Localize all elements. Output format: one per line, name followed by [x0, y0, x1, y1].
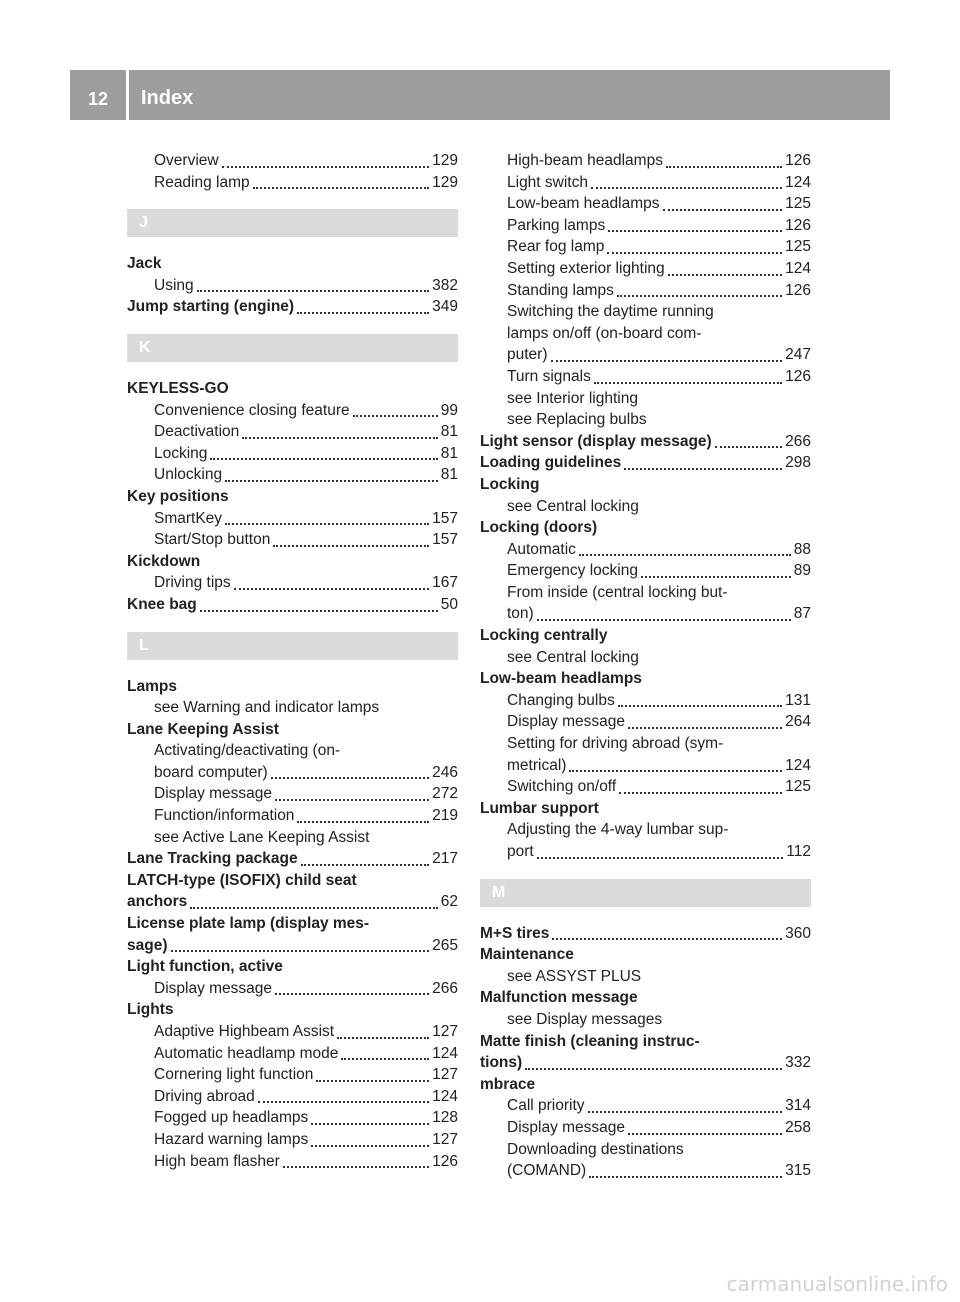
page-reference: 131 — [785, 691, 811, 709]
index-subentry — [127, 1064, 458, 1086]
page-reference: 126 — [785, 281, 811, 299]
page-reference: 266 — [432, 979, 458, 997]
dot-leader — [552, 937, 782, 940]
page-reference: 126 — [785, 367, 811, 385]
dot-leader — [551, 359, 783, 362]
page-reference: 124 — [432, 1087, 458, 1105]
index-entry — [127, 891, 458, 913]
page-reference: 167 — [432, 574, 458, 592]
page-reference: 246 — [432, 763, 458, 781]
index-entry-heading: Locking — [480, 475, 540, 493]
index-entry-heading: License plate lamp (display mes- — [127, 915, 370, 933]
index-subentry — [480, 1117, 811, 1139]
dot-leader — [537, 856, 784, 859]
dot-leader — [297, 311, 429, 314]
dot-leader — [311, 1144, 429, 1147]
page-reference: 125 — [785, 195, 811, 213]
page-reference: 127 — [432, 1130, 458, 1148]
index-subentry — [127, 762, 458, 784]
entry-label: Convenience closing feature — [154, 401, 350, 419]
index-subentry — [127, 529, 458, 551]
page-reference: 129 — [432, 173, 458, 191]
index-subentry — [480, 755, 811, 777]
index-subentry — [127, 150, 458, 172]
page-reference: 258 — [785, 1118, 811, 1136]
page-reference: 157 — [432, 509, 458, 527]
section-letter-k: K — [127, 334, 458, 362]
dot-leader — [258, 1100, 429, 1103]
index-subentry — [480, 366, 811, 388]
page-reference: 272 — [432, 785, 458, 803]
dot-leader — [275, 992, 429, 995]
dot-leader — [301, 863, 430, 866]
index-subentry — [127, 464, 458, 486]
dot-leader — [589, 1175, 782, 1178]
index-subentry — [127, 275, 458, 297]
index-subentry — [127, 1151, 458, 1173]
entry-label: Knee bag — [127, 595, 197, 613]
index-subentry-text: Switching the daytime running — [507, 303, 714, 321]
page-reference: 81 — [440, 466, 458, 484]
index-subentry — [127, 1129, 458, 1151]
entry-label: Display message — [154, 785, 273, 803]
index-entry — [480, 1052, 811, 1074]
index-subentry-text: see Central locking — [507, 648, 639, 666]
index-entry-heading: Lights — [127, 1001, 174, 1019]
index-entry-heading: Matte finish (cleaning instruc- — [480, 1032, 700, 1050]
entry-label: metrical) — [507, 756, 567, 774]
entry-label: puter) — [507, 346, 548, 364]
entry-label: Light sensor (display message) — [480, 432, 712, 450]
index-entry-heading: Jack — [127, 255, 162, 273]
index-subentry-text: see Central locking — [507, 497, 639, 515]
entry-label: sage) — [127, 936, 168, 954]
page-reference: 129 — [432, 152, 458, 169]
page-reference: 298 — [785, 454, 811, 472]
dot-leader — [273, 544, 429, 547]
dot-leader — [666, 165, 782, 168]
index-subentry-text: Downloading destinations — [507, 1140, 684, 1158]
index-subentry — [480, 280, 811, 302]
index-subentry — [127, 1043, 458, 1065]
index-entry-heading: Lumbar support — [480, 799, 599, 817]
page-reference: 88 — [793, 540, 811, 558]
dot-leader — [311, 1122, 429, 1125]
index-subentry-text: see Interior lighting — [507, 389, 638, 407]
dot-leader — [569, 769, 782, 772]
dot-leader — [715, 445, 782, 448]
index-subentry — [480, 150, 811, 172]
entry-label: Standing lamps — [507, 281, 614, 299]
index-subentry-text: see Replacing bulbs — [507, 411, 647, 429]
index-subentry — [480, 1095, 811, 1117]
entry-label: Driving tips — [154, 574, 231, 592]
index-entry — [127, 594, 458, 616]
entry-label: Overview — [154, 152, 219, 169]
entry-label: port — [507, 843, 534, 860]
page-reference: 126 — [432, 1152, 458, 1170]
index-subentry — [480, 236, 811, 258]
index-entry — [127, 296, 458, 318]
page-reference: 266 — [785, 432, 811, 450]
entry-label: SmartKey — [154, 509, 223, 527]
index-subentry — [480, 193, 811, 215]
dot-leader — [618, 704, 782, 707]
index-entry-heading: Low-beam headlamps — [480, 670, 642, 688]
page-reference: 50 — [440, 595, 458, 613]
page-reference: 315 — [785, 1162, 811, 1180]
page-reference: 124 — [432, 1044, 458, 1062]
index-subentry — [480, 690, 811, 712]
index-subentry — [480, 711, 811, 733]
entry-label: High-beam headlamps — [507, 152, 663, 169]
dot-leader — [353, 414, 438, 417]
entry-label: Reading lamp — [154, 173, 250, 191]
index-entry-heading: Lane Keeping Assist — [127, 720, 279, 738]
entry-label: Changing bulbs — [507, 691, 615, 709]
page-reference: 128 — [432, 1109, 458, 1127]
index-entry-heading: Locking (doors) — [480, 519, 598, 537]
index-subentry-text: see Active Lane Keeping Assist — [154, 828, 370, 846]
page-reference: 99 — [440, 401, 458, 419]
page-reference: 157 — [432, 531, 458, 549]
index-entry — [127, 935, 458, 957]
index-entry-heading: KEYLESS-GO — [127, 379, 229, 397]
index-entry-heading: Locking centrally — [480, 627, 608, 645]
index-subentry — [480, 841, 811, 863]
index-subentry — [127, 508, 458, 530]
entry-label: Display message — [507, 713, 626, 731]
index-entry-heading: Light function, active — [127, 958, 283, 976]
dot-leader — [624, 467, 782, 470]
index-entry-heading: Malfunction message — [480, 989, 638, 1007]
index-entry-heading: mbrace — [480, 1075, 536, 1093]
index-subentry — [480, 539, 811, 561]
dot-leader — [628, 1132, 782, 1135]
entry-label: Switching on/off — [507, 778, 617, 796]
entry-label: Turn signals — [507, 367, 591, 385]
index-subentry — [127, 572, 458, 594]
section-letter-m: M — [480, 879, 811, 907]
dot-leader — [617, 294, 782, 297]
entry-label: Locking — [154, 444, 208, 462]
index-entry-heading: Key positions — [127, 487, 229, 505]
entry-label: Display message — [507, 1118, 626, 1136]
dot-leader — [210, 457, 437, 460]
index-entry-heading: Kickdown — [127, 552, 201, 570]
page-reference: 219 — [432, 807, 458, 825]
entry-label: M+S tires — [480, 924, 550, 942]
page-header — [70, 70, 890, 120]
page-reference: 124 — [785, 173, 811, 191]
dot-leader — [225, 522, 429, 525]
index-subentry — [480, 172, 811, 194]
entry-label: Hazard warning lamps — [154, 1130, 309, 1148]
dot-leader — [668, 273, 782, 276]
index-subentry-text: see Display messages — [507, 1010, 663, 1028]
index-entry-heading: LATCH-type (ISOFIX) child seat — [127, 871, 357, 889]
entry-label: Unlocking — [154, 466, 223, 484]
dot-leader — [588, 1110, 783, 1113]
dot-leader — [283, 1165, 429, 1168]
entry-label: High beam flasher — [154, 1152, 280, 1170]
page-reference: 112 — [786, 843, 811, 860]
entry-label: ton) — [507, 605, 534, 623]
dot-leader — [234, 587, 429, 590]
index-column-right — [480, 150, 811, 1182]
dot-leader — [341, 1057, 429, 1060]
section-letter-j: J — [127, 209, 458, 237]
dot-leader — [607, 251, 782, 254]
entry-label: Automatic headlamp mode — [154, 1044, 339, 1062]
page-reference: 124 — [785, 756, 811, 774]
page-reference: 127 — [432, 1023, 458, 1040]
entry-label: Jump starting (engine) — [127, 298, 295, 316]
page-reference: 81 — [440, 444, 458, 462]
entry-label: tions) — [480, 1054, 523, 1072]
index-entry — [127, 848, 458, 870]
entry-label: Lane Tracking package — [127, 850, 298, 868]
index-subentry — [127, 443, 458, 465]
dot-leader — [171, 949, 430, 952]
page-reference: 382 — [432, 276, 458, 294]
index-subentry — [480, 603, 811, 625]
dot-leader — [200, 609, 438, 612]
index-subentry-text: Activating/deactivating (on- — [154, 742, 341, 760]
page-reference: 125 — [785, 778, 811, 796]
entry-label: Low-beam headlamps — [507, 195, 660, 213]
page-reference: 89 — [793, 562, 811, 580]
index-subentry — [127, 805, 458, 827]
header-title: Index — [129, 70, 890, 120]
dot-leader — [641, 575, 791, 578]
dot-leader — [297, 820, 429, 823]
dot-leader — [579, 553, 791, 556]
entry-label: Cornering light function — [154, 1066, 314, 1084]
page-reference: 62 — [440, 893, 458, 911]
dot-leader — [242, 436, 437, 439]
index-subentry — [480, 776, 811, 798]
entry-label: Setting exterior lighting — [507, 259, 665, 277]
index-subentry — [480, 215, 811, 237]
entry-label: Function/information — [154, 807, 295, 825]
page-reference: 124 — [785, 259, 811, 277]
entry-label: Adaptive Highbeam Assist — [154, 1023, 335, 1040]
index-subentry-text: see Warning and indicator lamps — [154, 699, 380, 717]
page-reference: 264 — [785, 713, 811, 731]
entry-label: Fogged up headlamps — [154, 1109, 309, 1127]
index-subentry — [480, 560, 811, 582]
page-reference: 126 — [785, 152, 811, 169]
dot-leader — [197, 289, 429, 292]
page-reference: 217 — [432, 850, 458, 868]
index-subentry — [127, 783, 458, 805]
dot-leader — [316, 1079, 429, 1082]
index-subentry — [127, 1107, 458, 1129]
section-letter-l: L — [127, 632, 458, 660]
dot-leader — [271, 776, 429, 779]
page-reference: 81 — [440, 423, 458, 441]
index-subentry-text: see ASSYST PLUS — [507, 967, 642, 985]
page-reference: 125 — [785, 238, 811, 256]
index-entry-heading: Lamps — [127, 677, 177, 695]
entry-label: Display message — [154, 979, 273, 997]
index-subentry-text: Adjusting the 4-way lumbar sup- — [507, 821, 729, 839]
dot-leader — [594, 381, 782, 384]
index-subentry — [127, 978, 458, 1000]
dot-leader — [608, 229, 782, 232]
index-column-left — [127, 150, 458, 1172]
page-reference: 314 — [785, 1097, 811, 1115]
dot-leader — [190, 906, 437, 909]
index-subentry — [127, 400, 458, 422]
dot-leader — [222, 165, 430, 168]
index-subentry — [127, 1021, 458, 1043]
page-reference: 332 — [785, 1054, 811, 1072]
index-entry — [480, 452, 811, 474]
page-reference: 265 — [432, 936, 458, 954]
entry-label: Rear fog lamp — [507, 238, 605, 256]
dot-leader — [275, 798, 429, 801]
index-subentry-text: Setting for driving abroad (sym- — [507, 735, 724, 753]
entry-label: Driving abroad — [154, 1087, 255, 1105]
entry-label: (COMAND) — [507, 1162, 587, 1180]
dot-leader — [537, 618, 791, 621]
index-subentry — [480, 1160, 811, 1182]
index-subentry — [127, 1086, 458, 1108]
index-entry — [480, 431, 811, 453]
dot-leader — [225, 479, 438, 482]
index-entry — [480, 923, 811, 945]
page-reference: 87 — [793, 605, 811, 623]
entry-label: Parking lamps — [507, 216, 606, 234]
dot-leader — [663, 208, 783, 211]
entry-label: Deactivation — [154, 423, 240, 441]
index-subentry — [127, 172, 458, 194]
entry-label: anchors — [127, 893, 188, 911]
entry-label: board computer) — [154, 763, 268, 781]
page-reference: 349 — [432, 298, 458, 316]
page-reference: 126 — [785, 216, 811, 234]
index-subentry — [480, 258, 811, 280]
entry-label: Call priority — [507, 1097, 585, 1115]
index-subentry — [127, 421, 458, 443]
dot-leader — [628, 726, 782, 729]
entry-label: Using — [154, 276, 194, 294]
dot-leader — [591, 186, 782, 189]
page-number: 12 — [70, 70, 126, 120]
entry-label: Loading guidelines — [480, 454, 622, 472]
page-reference: 360 — [785, 924, 811, 942]
page-reference: 247 — [785, 346, 811, 364]
dot-leader — [525, 1067, 782, 1070]
entry-label: Light switch — [507, 173, 588, 191]
index-subentry-text: From inside (central locking but- — [507, 583, 728, 601]
page-reference: 127 — [432, 1066, 458, 1084]
index-entry-heading: Maintenance — [480, 946, 574, 964]
watermark: carmanualsonline.info — [726, 1272, 948, 1296]
dot-leader — [619, 791, 782, 794]
index-subentry — [480, 344, 811, 366]
entry-label: Start/Stop button — [154, 531, 271, 549]
dot-leader — [337, 1036, 429, 1039]
dot-leader — [253, 186, 429, 189]
index-subentry-text: lamps on/off (on-board com- — [507, 324, 702, 342]
entry-label: Emergency locking — [507, 562, 638, 580]
entry-label: Automatic — [507, 540, 576, 558]
